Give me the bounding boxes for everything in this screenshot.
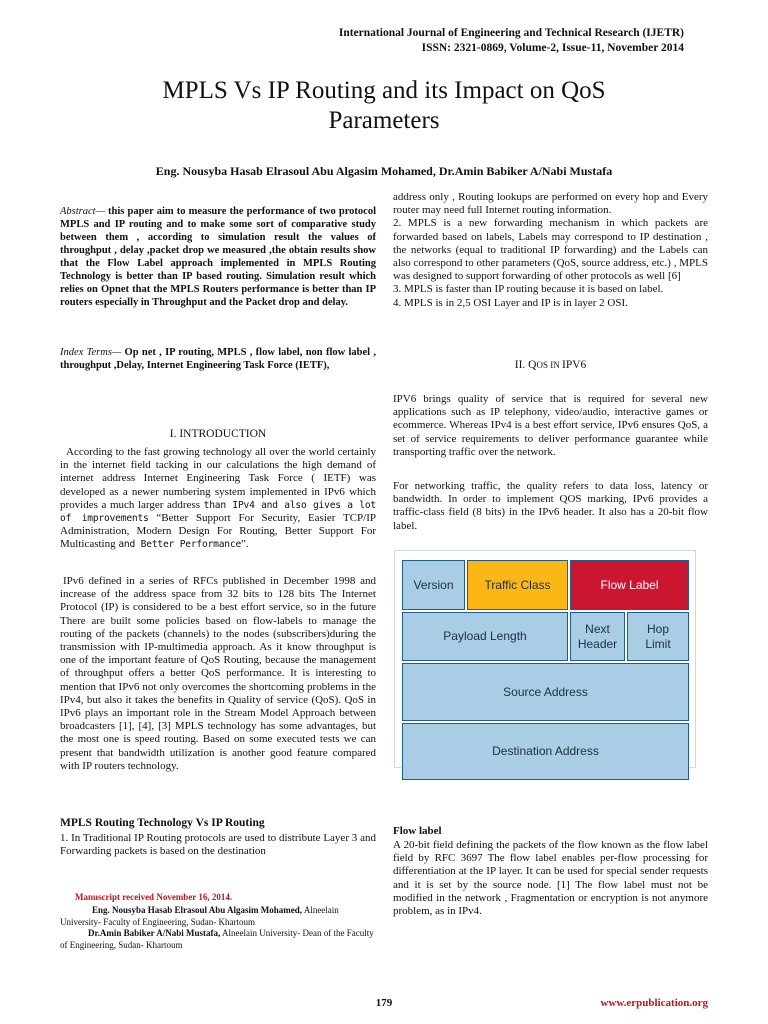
next-header-line-1: Next	[585, 621, 610, 636]
qos-heading-ipv6: IPV6	[561, 359, 587, 371]
intro-paragraph-2: IPv6 defined in a series of RFCs published in December 1998 and increase of the address space from 32 bits to 128 bits The Internet Protocol (IP) is considered to be a best effort service, so in the future There are built some policies based on flow-labels to manage the routing of the packets (channels) to the nodes (subscribers)during the transmission with IP-multimedia approach. As it know throughput is one of the important feature of QoS Routing, because the management of throughput offers a better QoS performance. It is interesting to mention that IPv6 not only overcomes the shortcoming problems in the IPv4, but also it takes the benefits in Quality of service (QoS). QoS in IPv6 plays an important role in the Stream Model Approach between broadcasters [1], [4], [3] MPLS technology has some advantages, but the most one is speed routing. Based on some executed tests we can present that bandwidth utilization is another good feature compared with IP routers technology.	[60, 575, 376, 772]
abstract-text: this paper aim to measure the performance of two protocol MPLS and IP routing and to make some sort of comparative study between them , according to simulation result the values of throughput , delay ,packet drop we measured ,the obtain results show that the Flow Label approach implemented in MPLS Routing Technology is better than IP based routing. Simulation result which relies on Opnet that the MPLS Routers performance is better than IP routers especially in Throughput and the Packet drop and delay.	[60, 206, 376, 308]
qos-heading-in: IN	[547, 360, 562, 370]
abstract-label: Abstract—	[60, 206, 105, 217]
index-terms-text: Op net , IP routing, MPLS , flow label, non flow label , throughput ,Delay, Internet Engineering Task Force (IETF),	[60, 347, 376, 371]
footnote-author-1-name: Eng. Nousyba Hasab Elrasoul Abu Algasim Mohamed,	[92, 905, 303, 915]
journal-issn: ISSN: 2321-0869, Volume-2, Issue-11, November 2014	[421, 42, 684, 54]
intro-p1-mono-2: and Better Performance	[118, 539, 242, 551]
intro-p1c: ”.	[241, 538, 249, 551]
flow-label-field: Flow Label	[569, 559, 690, 611]
flow-label-heading: Flow label	[393, 825, 442, 837]
mpls-vs-ip-paragraph: 1. In Traditional IP Routing protocols are used to distribute Layer 3 and Forwarding packets is based on the destination	[60, 832, 376, 858]
footnote-author-2	[60, 928, 376, 951]
intro-p1b: “Better Support For Security, Easier TCP/IP Administration, Modern Design For Routing, Better Support For Multicasting	[60, 512, 376, 551]
abstract	[60, 205, 376, 309]
right-continued-text: address only , Routing lookups are performed on every hop and Every router may need full Internet routing information.	[393, 191, 708, 217]
qos-heading	[393, 358, 708, 372]
footnote-author-2-name: Dr.Amin Babiker A/Nabi Mustafa,	[88, 928, 221, 938]
qos-heading-num: II.	[514, 359, 529, 371]
title-line-1: MPLS Vs IP Routing and its Impact on QoS	[162, 77, 606, 104]
mpls-vs-ip-heading: MPLS Routing Technology Vs IP Routing	[60, 817, 265, 829]
intro-heading: I. INTRODUCTION	[169, 428, 267, 440]
ipv6-header-diagram	[394, 550, 696, 768]
hop-limit-line-1: Hop	[646, 621, 669, 636]
footnote-author-1	[60, 905, 376, 928]
footnote-author-2-aff: Alneelain University- Dean of the Faculty of Engineering, Sudan- Khartoum	[60, 928, 374, 950]
authors: Eng. Nousyba Hasab Elrasoul Abu Algasim Mohamed, Dr.Amin Babiker A/Nabi Mustafa	[155, 164, 613, 178]
traffic-class-field: Traffic Class	[466, 559, 569, 611]
qos-paragraph-1: IPV6 brings quality of service that is required for several new applications such as IP telephony, video/audio, interactive games or ecommerce. Whereas IPv4 is a best effort service, IPv6 ensures QoS, a set of service requirements to deliver performance guarantee while transporting traffic over the network.	[393, 393, 708, 458]
destination-address-field: Destination Address	[401, 722, 690, 781]
hop-limit-field	[626, 611, 690, 662]
title-line-2: Parameters	[328, 107, 440, 134]
qos-heading-q: Q	[528, 359, 537, 371]
qos-heading-os: OS	[536, 360, 548, 370]
next-header-field	[569, 611, 626, 662]
flow-label-paragraph: A 20-bit field defining the packets of the flow known as the flow label field by RFC 3697 The flow label enables per-flow processing for differentiation at the IP layer. It can be used for special sender requests and it is set by the source node. [1] The flow label must not be modified in the network , Fragmentation or encryption is not anymore problem, as in IPv4.	[393, 839, 708, 918]
right-top-text	[393, 191, 708, 310]
source-address-field: Source Address	[401, 662, 690, 722]
publisher-link[interactable]: www.erpublication.org	[600, 997, 708, 1009]
journal-name: International Journal of Engineering and Technical Research (IJETR)	[338, 27, 684, 39]
mpls-item-3: 3. MPLS is faster than IP routing because it is based on label.	[393, 283, 664, 296]
hop-limit-line-2: Limit	[645, 636, 671, 651]
intro-paragraph-1	[60, 446, 376, 552]
version-field: Version	[401, 559, 466, 611]
intro-p1a: According to the fast growing technology all over the world certainly in the internet field tacking in our calculations the high demand of internet address Internet Engineering Task Force ( IETF) was developed as a newer numbering system implemented in IPv6 which provides a much larger address	[60, 446, 376, 511]
payload-length-field: Payload Length	[401, 611, 569, 662]
footnote-author-1-aff: Alneelain University- Faculty of Engineering, Sudan- Khartoum	[60, 905, 339, 927]
page-number: 179	[375, 997, 393, 1009]
next-header-line-2: Header	[577, 636, 618, 651]
manuscript-received: Manuscript received November 16, 2014.	[75, 892, 233, 902]
qos-paragraph-2: For networking traffic, the quality refers to data loss, latency or bandwidth. In order to implement QOS marking, IPv6 provides a traffic-class field (8 bits) in the IPv6 header. It also has a 20-bit flow label.	[393, 480, 708, 532]
intro-p1-mono-1: than IPv4 and also gives a lot of improvements	[60, 499, 377, 525]
paper-title	[0, 76, 768, 136]
mpls-item-2: 2. MPLS is a new forwarding mechanism in which packets are forwarded based on labels, Labels may correspond to IP destination , the networks (equal to traditional IP forwarding) and the Labels can also correspond to other parameters (QoS, source address, etc.) , MPLS was designed to support forwarding of other protocols as well [6]	[393, 217, 708, 283]
index-terms-label: Index Terms—	[60, 347, 122, 358]
index-terms	[60, 346, 376, 372]
mpls-item-4: 4. MPLS is in 2,5 OSI Layer and IP is in layer 2 OSI.	[393, 296, 628, 309]
